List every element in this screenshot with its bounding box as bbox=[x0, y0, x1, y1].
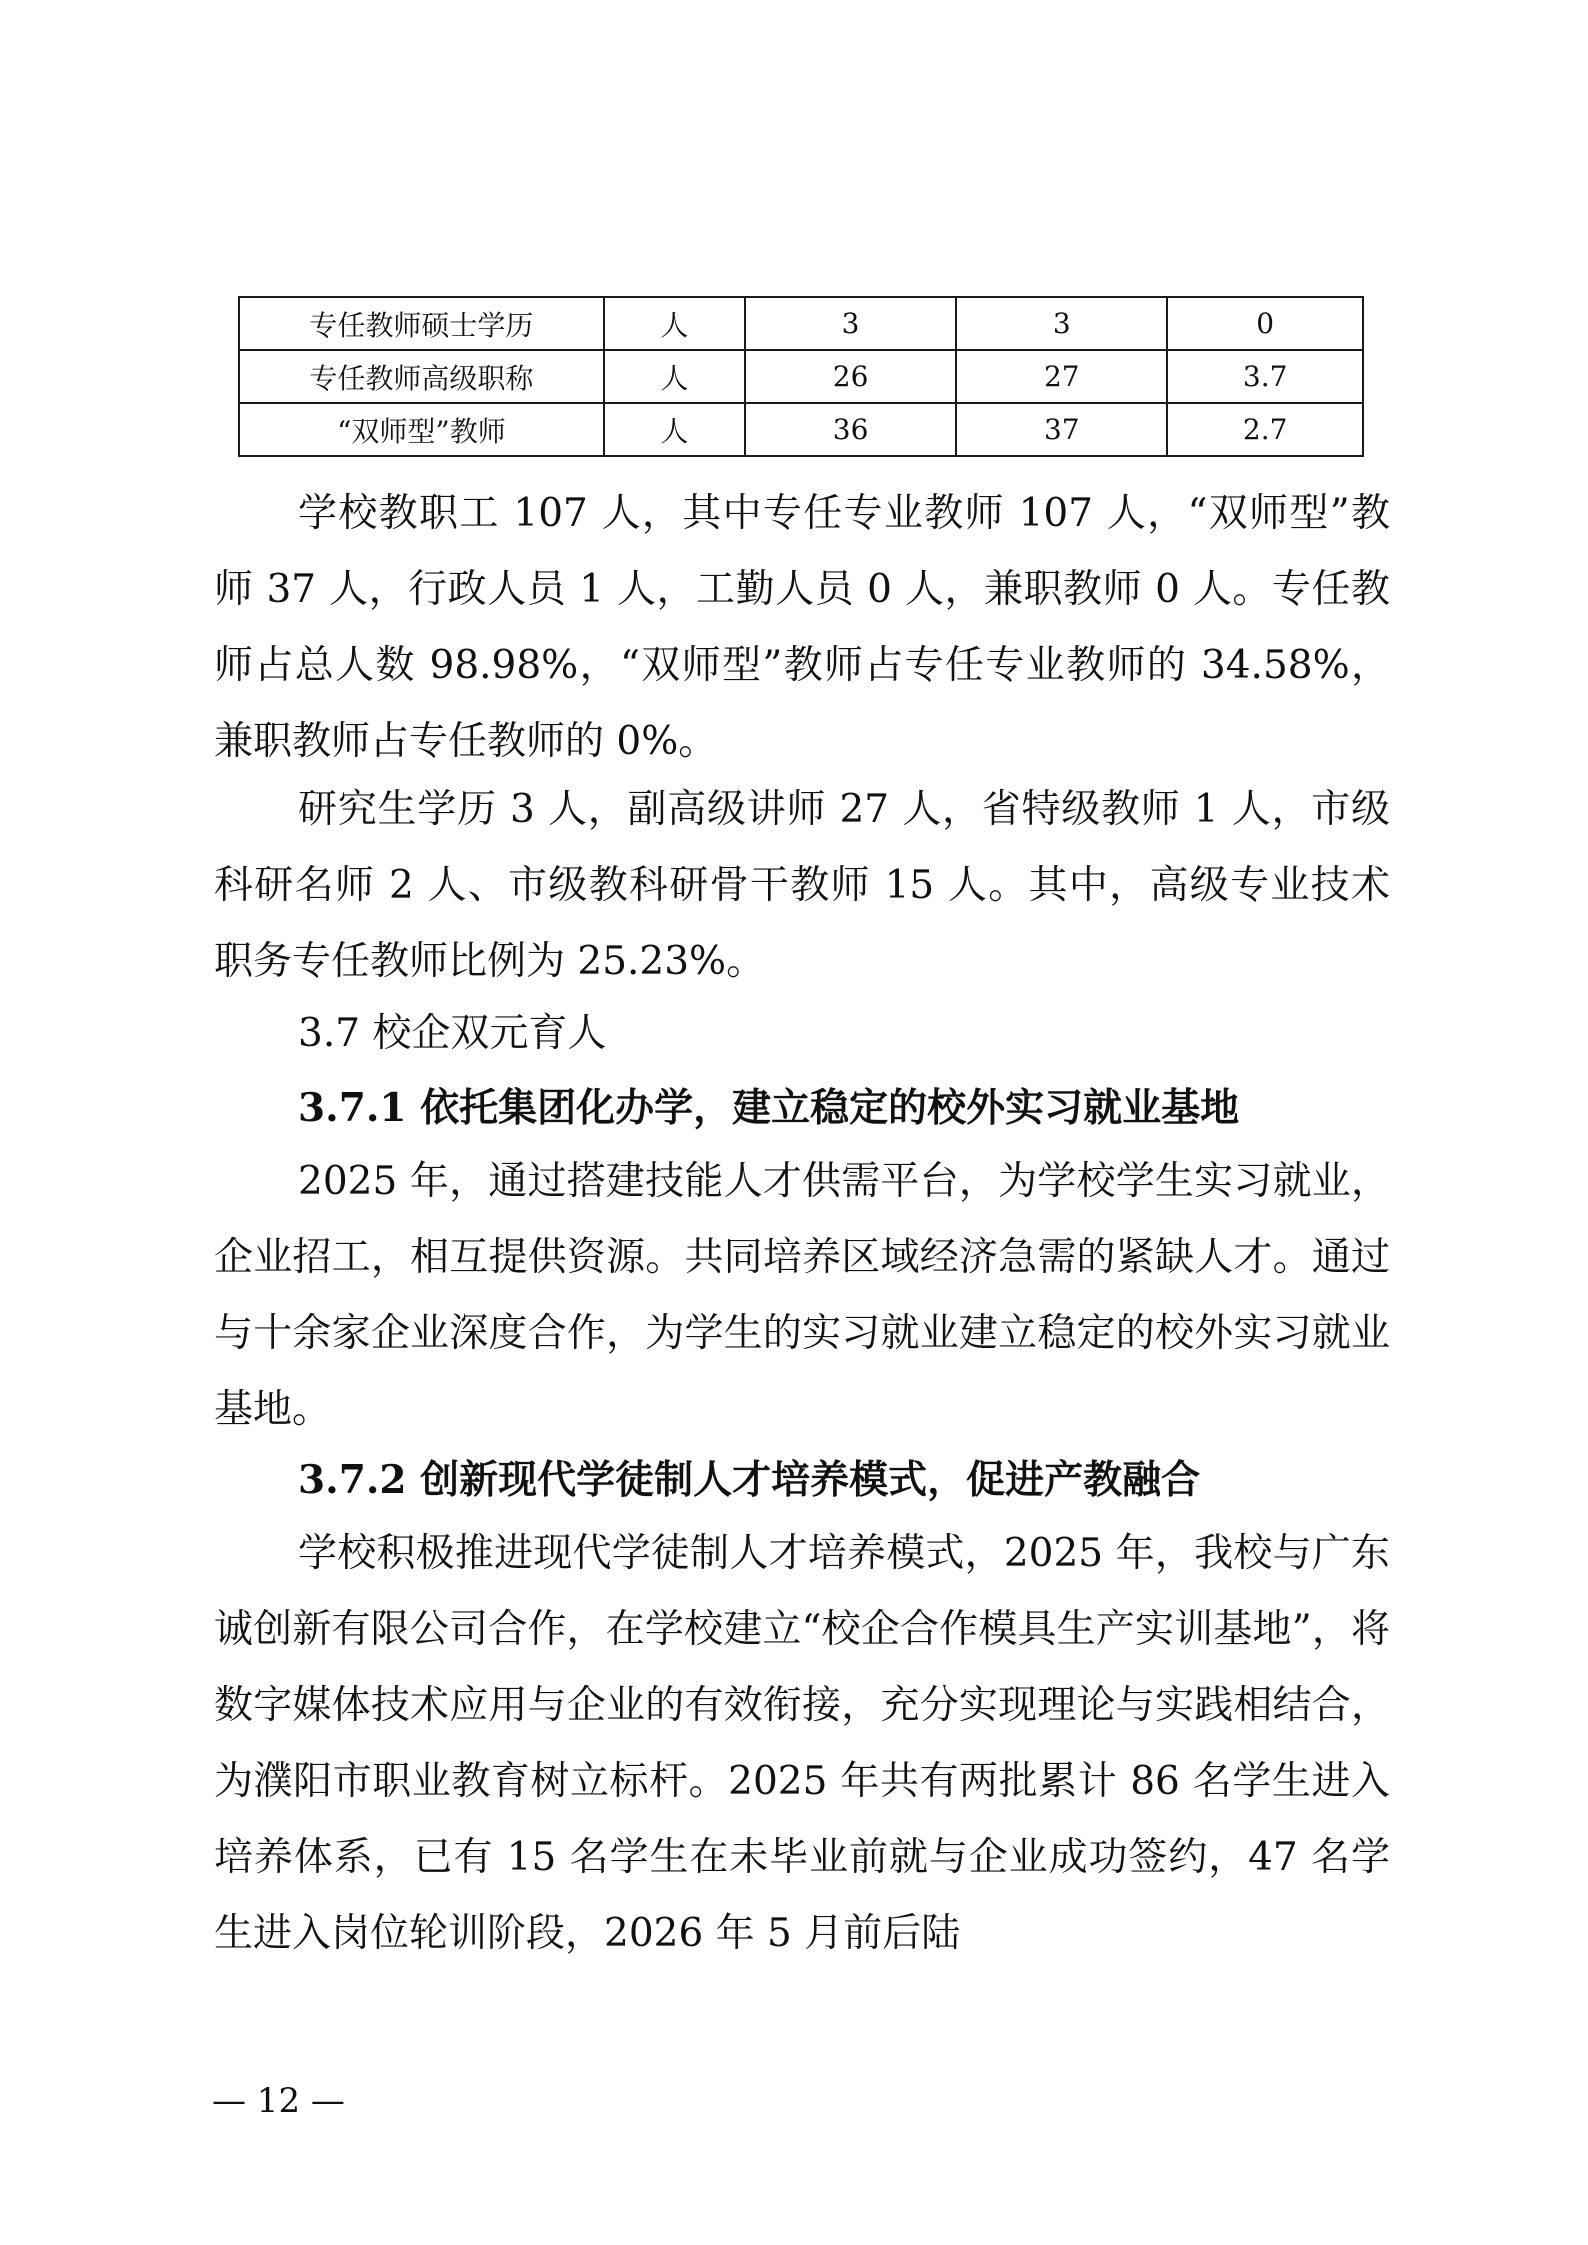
row-prev-value: 36 bbox=[745, 403, 956, 456]
page-number: — 12 — bbox=[212, 2081, 345, 2121]
row-unit: 人 bbox=[604, 350, 745, 403]
table-row bbox=[239, 403, 1363, 456]
section-heading-3-7: 3.7 校企双元育人 bbox=[298, 1011, 607, 1056]
table-row bbox=[239, 297, 1363, 350]
row-prev-value: 26 bbox=[745, 350, 956, 403]
row-curr-value: 3 bbox=[956, 297, 1167, 350]
qualification-paragraph: 研究生学历 3 人，副高级讲师 27 人，省特级教师 1 人，市级科研名师 2 人、市级教科研骨干教师 15 人。其中，高级专业技术职务专任教师比例为 25.23%。 bbox=[214, 787, 1390, 984]
row-curr-value: 37 bbox=[956, 403, 1167, 456]
section-heading-3-7-1: 3.7.1 依托集团化办学，建立稳定的校外实习就业基地 bbox=[298, 1085, 1240, 1131]
table-row bbox=[239, 350, 1363, 403]
row-unit: 人 bbox=[604, 297, 745, 350]
row-change: 3.7 bbox=[1167, 350, 1363, 403]
row-label: 专任教师硕士学历 bbox=[239, 297, 604, 350]
teacher-stats-table bbox=[238, 296, 1364, 457]
row-unit: 人 bbox=[604, 403, 745, 456]
row-change: 0 bbox=[1167, 297, 1363, 350]
staff-summary-paragraph: 学校教职工 107 人，其中专任专业教师 107 人，“双师型”教师 37 人，行政人员 1 人，工勤人员 0 人，兼职教师 0 人。专任教师占总人数 98.98%，“双师型”教师占专任专业教师的 34.58%，兼职教师占专任教师的 0%。 bbox=[214, 491, 1390, 764]
section-heading-3-7-2: 3.7.2 创新现代学徒制人才培养模式，促进产教融合 bbox=[298, 1457, 1201, 1503]
row-label: 专任教师高级职称 bbox=[239, 350, 604, 403]
apprenticeship-paragraph: 学校积极推进现代学徒制人才培养模式，2025 年，我校与广东诚创新有限公司合作，在学校建立“校企合作模具生产实训基地”，将数字媒体技术应用与企业的有效衔接，充分实现理论与实践相结合，为濮阳市职业教育树立标杆。2025 年共有两批累计 86 名学生进入培养体系，已有 15 名学生在未毕业前就与企业成功签约，47 名学生进入岗位轮训阶段，2026 年 5 月前后陆 bbox=[214, 1531, 1390, 1956]
row-label: “双师型”教师 bbox=[239, 403, 604, 456]
row-change: 2.7 bbox=[1167, 403, 1363, 456]
row-prev-value: 3 bbox=[745, 297, 956, 350]
internship-base-paragraph: 2025 年，通过搭建技能人才供需平台，为学校学生实习就业，企业招工，相互提供资源。共同培养区域经济急需的紧缺人才。通过与十余家企业深度合作，为学生的实习就业建立稳定的校外实习就业基地。 bbox=[214, 1159, 1390, 1432]
row-curr-value: 27 bbox=[956, 350, 1167, 403]
